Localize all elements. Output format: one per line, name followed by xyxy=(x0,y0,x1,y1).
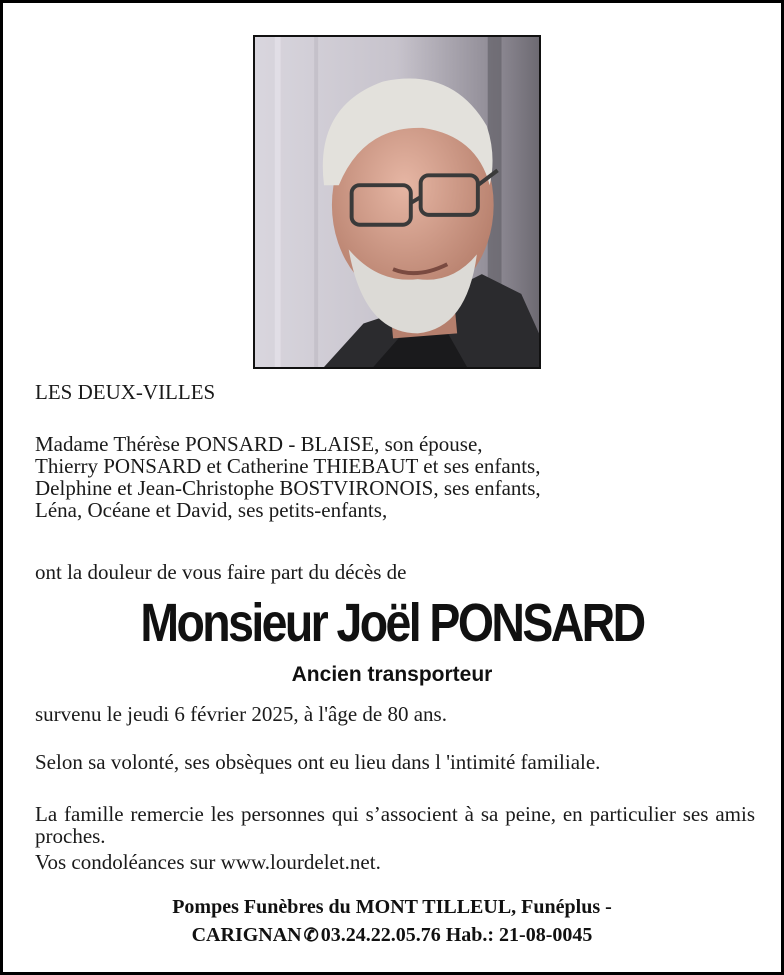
portrait-image xyxy=(255,37,539,367)
family-member-line: Thierry PONSARD et Catherine THIEBAUT et ses enfants, xyxy=(35,454,541,478)
family-list xyxy=(35,433,541,521)
family-member-line: Delphine et Jean-Christophe BOSTVIRONOIS, ses enfants, xyxy=(35,476,541,500)
funeral-home-info xyxy=(3,893,781,949)
death-details: survenu le jeudi 6 février 2025, à l'âge de 80 ans. xyxy=(35,702,447,726)
deceased-name: Monsieur Joël PONSARD xyxy=(140,593,644,653)
announcement-intro: ont la douleur de vous faire part du décès de xyxy=(35,560,407,584)
funeral-wish: Selon sa volonté, ses obsèques ont eu lieu dans l 'intimité familiale. xyxy=(35,750,601,774)
deceased-occupation: Ancien transporteur xyxy=(291,663,493,686)
family-member-line: Léna, Océane et David, ses petits-enfants, xyxy=(35,498,388,522)
family-thanks: La famille remercie les personnes qui s’associent à sa peine, en particulier ses amis proches. xyxy=(35,802,755,848)
condolences-line: Vos condoléances sur www.lourdelet.net. xyxy=(35,850,381,874)
portrait-photo xyxy=(253,35,541,369)
funeral-home-contact xyxy=(3,921,781,949)
funeral-home-phone: 03.24.22.05.76 Hab.: 21-08-0045 xyxy=(320,924,593,946)
phone-icon: ✆ xyxy=(303,925,319,945)
location-heading: LES DEUX-VILLES xyxy=(35,380,216,404)
funeral-home-city: CARIGNAN xyxy=(191,924,302,946)
family-member-line: Madame Thérèse PONSARD - BLAISE, son épouse, xyxy=(35,432,483,456)
funeral-home-name: Pompes Funèbres du MONT TILLEUL, Funéplus - xyxy=(172,896,612,918)
